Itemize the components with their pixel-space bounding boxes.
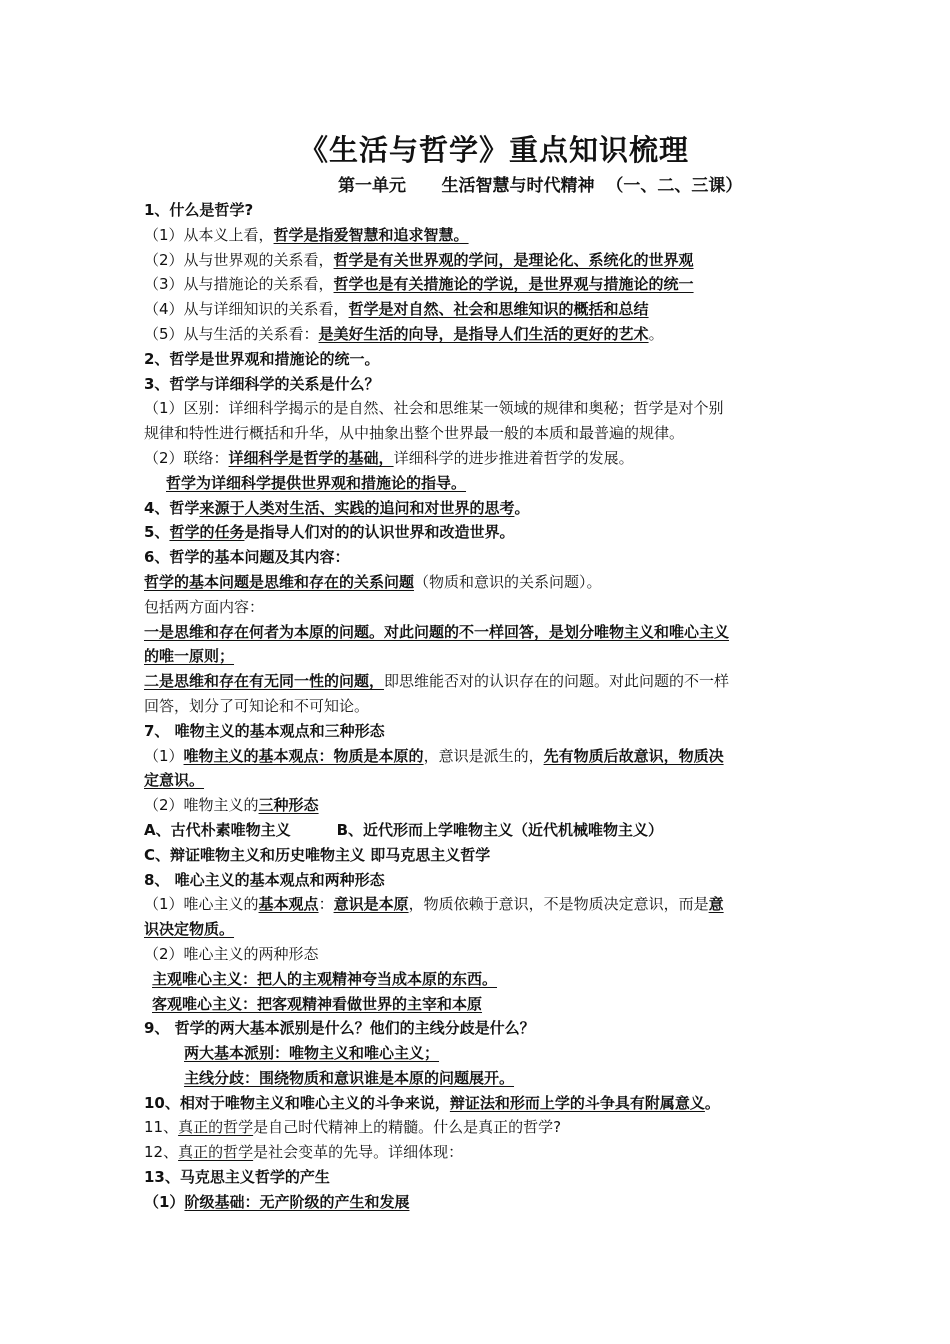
point-6-intro: 包括两方面内容： [144,597,265,616]
point-8-2: （2）唯心主义的两种形态 [144,944,319,963]
question-11: 11、真正的哲学是自己时代精神上的精髓。什么是真正的哲学? [144,1118,562,1137]
point-3-2: （2）联络：详细科学是哲学的基础，详细科学的进步推进着哲学的发展。 [144,448,634,467]
point-6-second-cont: 回答，划分了可知论和不可知论。 [144,696,370,715]
point-3-2-cont: 哲学为详细科学提供世界观和措施论的指导。 [166,473,467,492]
question-4: 4、哲学来源于人类对生活、实践的追问和对世界的思考。 [144,498,530,517]
point-7-1: （1）唯物主义的基本观点：物质是本原的，意识是派生的，先有物质后故意识，物质决 [144,746,724,765]
question-6: 6、哲学的基本问题及其内容： [144,548,350,567]
point-7-2: （2）唯物主义的三种形态 [144,796,319,815]
point-1-2: （2）从与世界观的关系看，哲学是有关世界观的学问，是理论化、系统化的世界观 [144,250,694,269]
subjective-idealism: 主观唯心主义：把人的主观精神夸当成本原的东西。 [152,969,498,988]
question-8: 8、 唯心主义的基本观点和两种形态 [144,870,385,889]
point-9-factions: 两大基本派别：唯物主义和唯心主义； [184,1044,440,1063]
point-13-1: （1）阶级基础：无产阶级的产生和发展 [144,1192,410,1211]
point-6-first: 一是思维和存在何者为本原的问题。对此问题的不一样回答，是划分唯物主义和唯心主义 [144,622,730,641]
question-1: 1、什么是哲学? [144,201,254,219]
point-8-1-cont: 识决定物质。 [144,920,235,939]
point-6-first-cont: 的唯一原则； [144,647,235,666]
document-body [144,198,814,1215]
point-7-forms-c: C、辩证唯物主义和历史唯物主义 即马克思主义哲学 [144,845,491,864]
point-3-1-cont: 规律和特性进行概括和升华，从中抽象出整个世界最一般的本质和最普遍的规律。 [144,424,685,443]
point-6-main: 哲学的基本问题是思维和存在的关系问题（物质和意识的关系问题）。 [144,572,602,591]
question-3: 3、哲学与详细科学的关系是什么？ [144,374,380,393]
point-1-1: （1）从本义上看，哲学是指爱智慧和追求智慧。 [144,225,469,244]
unit-heading: 第一单元 生活智慧与时代精神 （一、二、三课） [338,176,743,196]
point-9-divergence: 主线分歧：围绕物质和意识谁是本原的问题展开。 [184,1068,515,1087]
point-3-1: （1）区别：详细科学揭示的是自然、社会和思维某一领域的规律和奥秘；哲学是对个别 [144,399,724,418]
question-12: 12、真正的哲学是社会变革的先导。详细体现： [144,1143,464,1162]
question-2: 2、哲学是世界观和措施论的统一。 [144,349,380,368]
point-1-5: （5）从与生活的关系看：是美好生活的向导，是指导人们生活的更好的艺术。 [144,324,664,343]
point-8-1: （1）唯心主义的基本观点：意识是本原，物质依赖于意识，不是物质决定意识，而是意 [144,895,724,914]
point-7-forms-ab: A、古代朴素唯物主义 B、近代形而上学唯物主义（近代机械唯物主义） [144,820,664,839]
point-7-1-cont: 定意识。 [144,771,205,790]
objective-idealism: 客观唯心主义：把客观精神看做世界的主宰和本原 [152,994,483,1013]
question-7: 7、 唯物主义的基本观点和三种形态 [144,721,385,740]
document-title: 《生活与哲学》重点知识梳理 [298,133,689,167]
question-13: 13、马克思主义哲学的产生 [144,1168,330,1187]
point-6-second: 二是思维和存在有无同一性的问题，即思维能否对的认识存在的问题。对此问题的不一样 [144,672,730,691]
point-1-4: （4）从与详细知识的关系看，哲学是对自然、社会和思维知识的概括和总结 [144,300,649,319]
question-9: 9、 哲学的两大基本派别是什么？他们的主线分歧是什么？ [144,1019,535,1038]
question-10: 10、相对于唯物主义和唯心主义的斗争来说，辩证法和形而上学的斗争具有附属意义。 [144,1093,720,1112]
question-5: 5、哲学的任务是指导人们对的的认识世界和改造世界。 [144,523,515,542]
point-1-3: （3）从与措施论的关系看，哲学也是有关措施论的学说，是世界观与措施论的统一 [144,275,694,294]
